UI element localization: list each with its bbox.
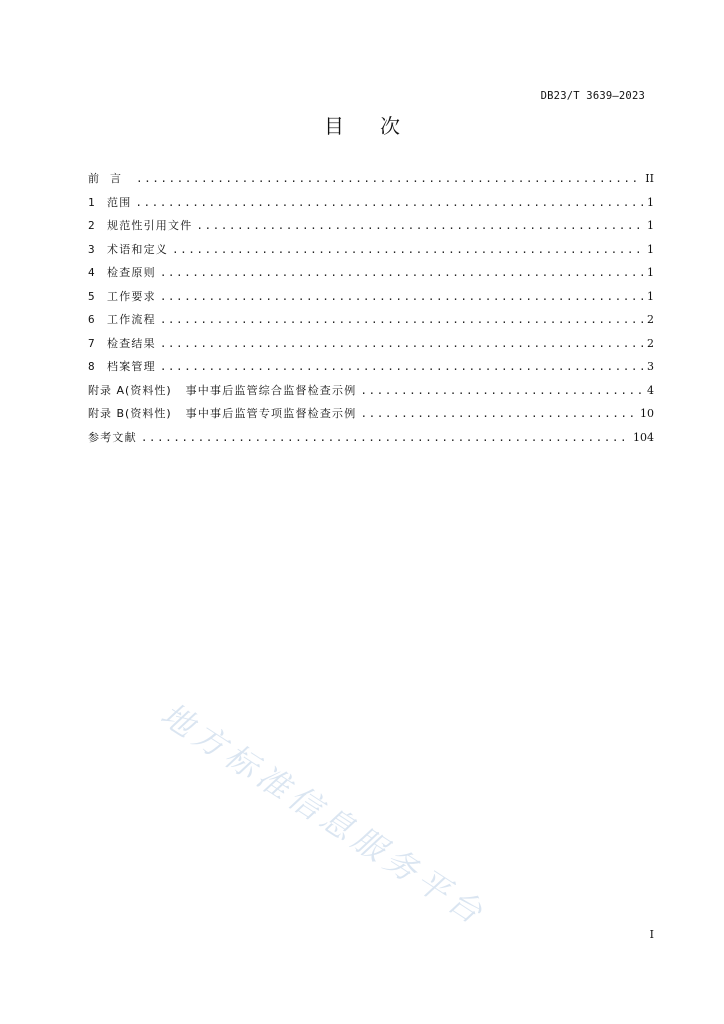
toc-entry-label: 范围 (107, 195, 132, 209)
toc-leader-dots (141, 429, 629, 447)
toc-leader-dots (360, 405, 636, 423)
toc-leader-dots (360, 382, 643, 400)
toc-entry-number: 7 (88, 336, 95, 350)
document-code: DB23/T 3639—2023 (540, 90, 645, 102)
toc-entry-label: 工作要求 (107, 289, 156, 303)
toc-entry-3[interactable] (88, 241, 654, 265)
toc-entry-references[interactable] (88, 429, 654, 453)
toc-entry-appendix-a[interactable] (88, 382, 654, 406)
toc-leader-dots (135, 194, 643, 212)
toc-leader-dots (172, 241, 643, 259)
toc-page-number: 1 (647, 266, 654, 279)
toc-entry-label: 档案管理 (107, 360, 156, 373)
toc-entry-number: 8 (88, 360, 95, 373)
toc-entry-label: 检查结果 (107, 336, 156, 350)
toc-entry-number: 6 (88, 313, 95, 326)
toc-entry-number: 2 (88, 219, 95, 232)
toc-entry-appendix-b[interactable] (88, 405, 654, 429)
toc-page-number: 1 (647, 195, 654, 209)
toc-leader-dots (160, 335, 643, 353)
toc-page-number: 4 (647, 383, 654, 397)
toc-entry-label: 事中事后监管综合监督检查示例 (185, 383, 357, 397)
toc-entry-number: 5 (88, 289, 95, 303)
page-number: I (649, 928, 654, 941)
toc-entry-7[interactable] (88, 335, 654, 359)
toc-entry-label: 参考文献 (88, 430, 137, 444)
toc-leader-dots (196, 217, 643, 235)
toc-page-number: 1 (647, 219, 654, 232)
toc-entry-number: 3 (88, 242, 95, 256)
toc-page-number: 1 (647, 289, 654, 303)
toc-entry-label: 规范性引用文件 (107, 219, 193, 232)
toc-leader-dots (160, 288, 643, 306)
table-of-contents (88, 170, 654, 452)
toc-entry-label: 检查原则 (107, 266, 156, 279)
watermark: 地方标准信息服务平台 (154, 695, 494, 934)
toc-entry-label: 事中事后监管专项监督检查示例 (185, 407, 357, 420)
toc-entry-label: 前言 (88, 172, 132, 185)
toc-entry-4[interactable] (88, 264, 654, 288)
toc-entry-5[interactable] (88, 288, 654, 312)
toc-entry-label: 术语和定义 (107, 242, 168, 256)
toc-entry-8[interactable] (88, 358, 654, 382)
toc-leader-dots (160, 311, 643, 329)
toc-appendix-tag: 附录 B(资料性) (88, 407, 172, 420)
toc-entry-1[interactable] (88, 194, 654, 218)
toc-page-number: II (645, 172, 654, 185)
toc-page-number: 2 (647, 336, 654, 350)
page-title: 目次 (324, 114, 436, 138)
toc-page-number: 10 (640, 407, 654, 420)
toc-leader-dots (160, 264, 643, 282)
toc-entry-number: 1 (88, 195, 95, 209)
toc-appendix-tag: 附录 A(资料性) (88, 383, 172, 397)
toc-entry-label: 工作流程 (107, 313, 156, 326)
toc-page-number: 3 (647, 360, 654, 373)
toc-page-number: 1 (647, 242, 654, 256)
toc-leader-dots (160, 358, 643, 376)
toc-entry-2[interactable] (88, 217, 654, 241)
toc-page-number: 2 (647, 313, 654, 326)
toc-leader-dots (136, 170, 641, 188)
toc-entry-foreword[interactable] (88, 170, 654, 194)
toc-entry-6[interactable] (88, 311, 654, 335)
toc-page-number: 104 (633, 430, 654, 444)
toc-entry-number: 4 (88, 266, 95, 279)
